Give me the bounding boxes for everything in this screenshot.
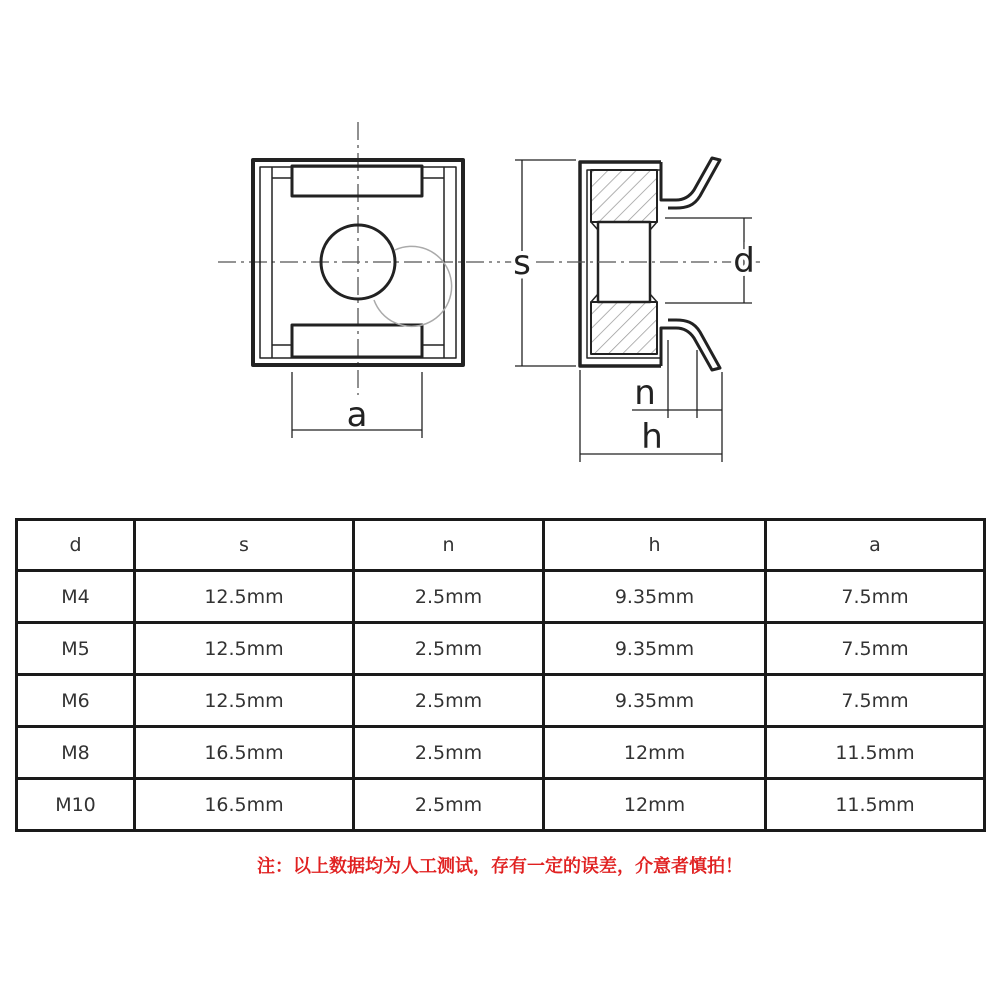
bottom-spring-tab (292, 325, 422, 357)
table-row (17, 779, 985, 831)
cell-n: 2.5mm (354, 571, 544, 623)
header-n: n (354, 520, 544, 571)
front-view (218, 122, 500, 438)
cell-n: 2.5mm (354, 779, 544, 831)
cell-n: 2.5mm (354, 727, 544, 779)
cell-d: M8 (17, 727, 135, 779)
cell-s: 12.5mm (135, 675, 354, 727)
cell-a: 11.5mm (766, 779, 985, 831)
dim-label-h: h (641, 417, 663, 457)
dim-label-s: s (513, 243, 531, 283)
cell-a: 7.5mm (766, 571, 985, 623)
cell-h: 12mm (544, 779, 766, 831)
hatched-section-top (591, 170, 657, 222)
dim-label-a: a (346, 395, 368, 435)
table-row (17, 727, 985, 779)
cell-a: 11.5mm (766, 727, 985, 779)
cell-h: 9.35mm (544, 571, 766, 623)
cell-s: 12.5mm (135, 623, 354, 675)
cell-d: M6 (17, 675, 135, 727)
bottom-spring-clip (661, 320, 720, 370)
cell-s: 16.5mm (135, 727, 354, 779)
table-header-row (17, 520, 985, 571)
cell-d: M5 (17, 623, 135, 675)
header-d: d (17, 520, 135, 571)
cell-a: 7.5mm (766, 675, 985, 727)
spec-table (15, 518, 986, 832)
top-spring-clip (661, 158, 720, 208)
table-row (17, 571, 985, 623)
cell-d: M10 (17, 779, 135, 831)
cell-d: M4 (17, 571, 135, 623)
cell-s: 12.5mm (135, 571, 354, 623)
table-row (17, 675, 985, 727)
cell-h: 9.35mm (544, 623, 766, 675)
dim-label-n: n (634, 373, 656, 413)
hatched-section-bottom (591, 302, 657, 354)
dim-label-d: d (733, 241, 755, 281)
cell-h: 9.35mm (544, 675, 766, 727)
cell-a: 7.5mm (766, 623, 985, 675)
header-a: a (766, 520, 985, 571)
table-row (17, 623, 985, 675)
disclaimer-note: 注：以上数据均为人工测试，存有一定的误差，介意者慎拍！ (257, 856, 743, 877)
cell-h: 12mm (544, 727, 766, 779)
cell-n: 2.5mm (354, 675, 544, 727)
side-view (505, 158, 760, 462)
header-s: s (135, 520, 354, 571)
cell-n: 2.5mm (354, 623, 544, 675)
top-spring-tab (292, 166, 422, 196)
cell-s: 16.5mm (135, 779, 354, 831)
header-h: h (544, 520, 766, 571)
